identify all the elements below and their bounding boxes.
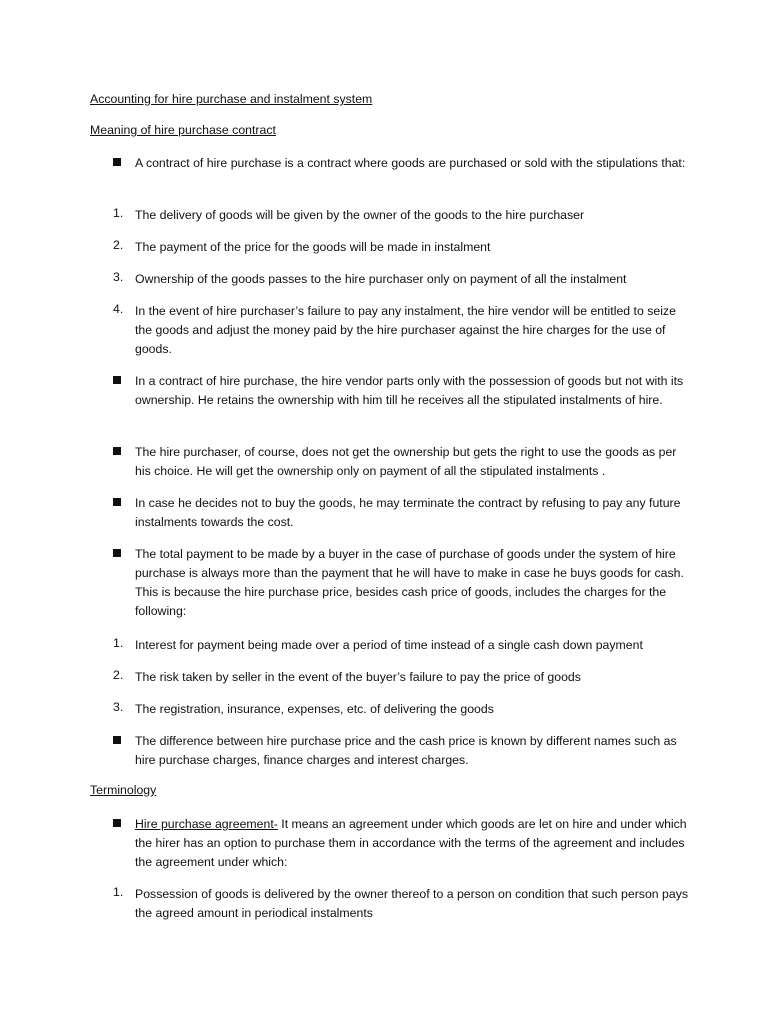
list-item [90, 206, 690, 225]
list-number: 3. [113, 270, 124, 284]
list-item-text [135, 815, 690, 872]
square-bullet-icon [113, 819, 121, 827]
list-number: 1. [113, 206, 124, 220]
list-item-text: Possession of goods is delivered by the owner thereof to a person on condition that such person pays the agreed amount in periodical instalments [135, 887, 689, 920]
list-item [90, 494, 690, 532]
list-item-text: In a contract of hire purchase, the hire vendor parts only with the possession of goods but not with its ownership. He retains the ownership with him till he receives all the stipulated instalments of hire. [135, 374, 684, 407]
list-item [90, 238, 690, 257]
list-item-text: In the event of hire purchaser’s failure to pay any instalment, the hire vendor will be entitled to seize the goods and adjust the money paid by the hire purchaser against the hire charges for the use of goods. [135, 304, 676, 356]
list-item [90, 545, 690, 621]
square-bullet-icon [113, 158, 121, 166]
list-number: 1. [113, 636, 124, 650]
list-number: 3. [113, 700, 124, 714]
list-item-text: In case he decides not to buy the goods, he may terminate the contract by refusing to pay any future instalments towards the cost. [135, 496, 681, 529]
list-item [90, 636, 690, 655]
list-item-text: The hire purchaser, of course, does not get the ownership but gets the right to use the goods as per his choice. He will get the ownership only on payment of all the stipulated instalments . [135, 445, 677, 478]
list-item-text: The payment of the price for the goods will be made in instalment [135, 240, 491, 254]
list-item-text: The risk taken by seller in the event of the buyer’s failure to pay the price of goods [135, 670, 581, 684]
list-item-text: The difference between hire purchase price and the cash price is known by different names such as hire purchase charges, finance charges and interest charges. [135, 734, 677, 767]
list-item [90, 885, 690, 923]
list-number: 1. [113, 885, 124, 899]
list-item [90, 815, 690, 872]
section-heading-meaning: Meaning of hire purchase contract [90, 123, 276, 137]
list-item [90, 732, 690, 770]
list-item-text: Interest for payment being made over a period of time instead of a single cash down payment [135, 638, 643, 652]
list-item [90, 154, 690, 173]
list-item [90, 443, 690, 481]
document-title: Accounting for hire purchase and instalment system [90, 92, 373, 106]
term-label: Hire purchase agreement- [135, 817, 278, 831]
list-item [90, 700, 690, 719]
term-definition: It means an agreement under which goods are let on hire and under which the hirer has an option to purchase them in accordance with the terms of the agreement and includes the agreement under which: [135, 817, 687, 869]
list-number: 2. [113, 238, 124, 252]
square-bullet-icon [113, 447, 121, 455]
list-item-text: The registration, insurance, expenses, etc. of delivering the goods [135, 702, 494, 716]
list-item-text: Ownership of the goods passes to the hire purchaser only on payment of all the instalment [135, 272, 627, 286]
list-item-text: The total payment to be made by a buyer in the case of purchase of goods under the system of hire purchase is always more than the payment that he will have to make in case he buys goods for cash. This is because the hire purchase price, besides cash price of goods, includes the charges for the following: [135, 547, 684, 618]
list-item [90, 372, 690, 410]
list-item-text: A contract of hire purchase is a contract where goods are purchased or sold with the stipulations that: [135, 156, 686, 170]
square-bullet-icon [113, 736, 121, 744]
list-number: 2. [113, 668, 124, 682]
list-item [90, 270, 690, 289]
section-heading-terminology: Terminology [90, 783, 157, 797]
list-item [90, 668, 690, 687]
list-item-text: The delivery of goods will be given by the owner of the goods to the hire purchaser [135, 208, 585, 222]
square-bullet-icon [113, 376, 121, 384]
list-item [90, 302, 690, 359]
square-bullet-icon [113, 549, 121, 557]
list-number: 4. [113, 302, 124, 316]
square-bullet-icon [113, 498, 121, 506]
